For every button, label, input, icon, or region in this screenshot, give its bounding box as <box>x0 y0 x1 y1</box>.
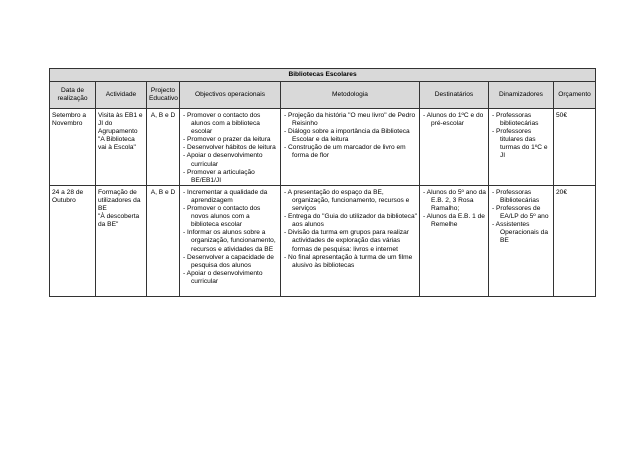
cell-objectives <box>180 109 281 186</box>
activity-title: "À descoberta da BE" <box>98 213 140 229</box>
header-activity: Actividade <box>96 82 147 109</box>
list-item: - Promover o contacto dos alunos com a biblioteca escolar <box>182 112 278 136</box>
header-objectives: Objectivos operacionais <box>180 82 281 109</box>
cell-project: A, B e D <box>147 185 180 296</box>
list-item: - Promover o prazer da leitura <box>182 136 278 144</box>
table-title-row <box>50 69 596 82</box>
list-item: - Promover a articulação BE/EB1/JI <box>182 169 278 185</box>
header-date: Data de realização <box>50 82 96 109</box>
list-item: - Divisão da turma em grupos para realizar actividades de exploração das várias formas de pesquisa: livros e internet <box>283 229 417 253</box>
list-item: - Apoiar o desenvolvimento curricular <box>182 270 278 286</box>
cell-date: 24 a 28 de Outubro <box>50 185 96 296</box>
list-item: - Apoiar o desenvolvimento curricular <box>182 152 278 168</box>
header-project: Projecto Educativo <box>147 82 180 109</box>
cell-methodology <box>281 109 420 186</box>
cell-audience <box>420 109 489 186</box>
activity-title: "A Biblioteca vai à Escola" <box>98 136 136 152</box>
list-item: - Construção de um marcador de livro em forma de flor <box>283 144 417 160</box>
activity-name: Visita às EB1 e JI do Agrupamento <box>98 112 143 136</box>
cell-activity <box>96 109 147 186</box>
table-title: Bibliotecas Escolares <box>50 69 596 82</box>
list-item: - A presentação do espaço da BE, organização, funcionamento, recursos e serviços <box>283 189 417 213</box>
header-methodology: Metodologia <box>281 82 420 109</box>
cell-facilitators <box>489 185 554 296</box>
list-item: - Informar os alunos sobre a organização, funcionamento, recursos e atividades da BE <box>182 229 278 253</box>
list-item: - Promover o contacto dos novos alunos com a biblioteca escolar <box>182 205 278 229</box>
cell-budget: 20€ <box>554 185 596 296</box>
list-item: - No final apresentação à turma de um filme alusivo às bibliotecas <box>283 254 417 270</box>
list-item: - Professoras bibliotecárias <box>491 112 551 128</box>
list-item: - Projeção da história "O meu livro" de Pedro Reisinho <box>283 112 417 128</box>
list-item: - Professoras Bibliotecárias <box>491 189 551 205</box>
table-row <box>50 185 596 296</box>
list-item: - Incrementar a qualidade da aprendizagem <box>182 189 278 205</box>
cell-facilitators <box>489 109 554 186</box>
list-item: - Professores titulares das turmas do 1ºC e JI <box>491 128 551 160</box>
cell-date: Setembro a Novembro <box>50 109 96 186</box>
header-facilitators: Dinamizadores <box>489 82 554 109</box>
list-item: - Desenvolver hábitos de leitura <box>182 144 278 152</box>
cell-objectives <box>180 185 281 296</box>
list-item: - Diálogo sobre a importância da Biblioteca Escolar e da leitura <box>283 128 417 144</box>
cell-budget: 50€ <box>554 109 596 186</box>
cell-audience <box>420 185 489 296</box>
table-row <box>50 109 596 186</box>
list-item: - Desenvolver a capacidade de pesquisa dos alunos <box>182 254 278 270</box>
list-item: - Alunos do 5º ano da E.B. 2, 3 Rosa Ramalho; <box>422 189 486 213</box>
table-header-row <box>50 82 596 109</box>
cell-methodology <box>281 185 420 296</box>
activities-table <box>49 68 596 297</box>
list-item: - Assistentes Operacionais da BE <box>491 221 551 245</box>
activity-name: Formação de utilizadores da BE <box>98 188 141 213</box>
cell-activity <box>96 185 147 296</box>
header-audience: Destinatários <box>420 82 489 109</box>
cell-project: A, B e D <box>147 109 180 186</box>
list-item: - Alunos da E.B. 1 de Remelhe <box>422 213 486 229</box>
list-item: - Alunos do 1ºC e do pré-escolar <box>422 112 486 128</box>
list-item: - Entrega do "Guia do utilizador da biblioteca" aos alunos <box>283 213 417 229</box>
header-budget: Orçamento <box>554 82 596 109</box>
list-item: - Professores de EA/LP do 5º ano <box>491 205 551 221</box>
